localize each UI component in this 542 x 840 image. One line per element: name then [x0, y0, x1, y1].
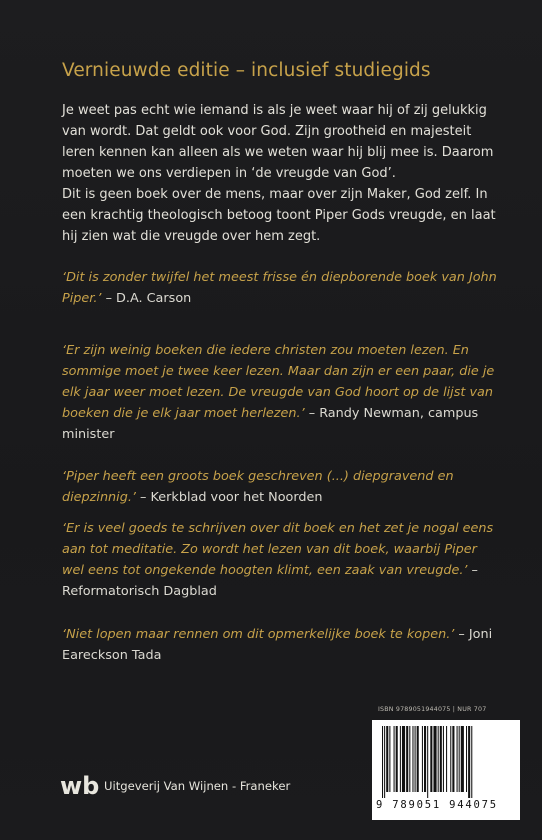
barcode-bar	[422, 726, 423, 792]
review-quote	[62, 466, 502, 508]
barcode-bar	[427, 726, 428, 798]
review-quote	[62, 340, 502, 445]
barcode-bars-icon	[378, 726, 514, 798]
barcode-bar	[438, 726, 439, 792]
barcode-bar	[417, 726, 419, 792]
barcode-bar	[402, 726, 405, 792]
barcode-bar	[412, 726, 413, 792]
barcode-bar	[400, 726, 401, 792]
barcode-bar	[406, 726, 408, 792]
barcode-bar	[384, 726, 385, 798]
barcode-bar	[430, 726, 432, 792]
quote-text: ‘Dit is zonder twijfel het meest frisse én diepborende boek van John Piper.’	[62, 270, 497, 306]
quote-text: ‘Er is veel goeds te schrijven over dit boek en het zet je nogal eens aan tot meditatie. Zo wordt het lezen van dit boek, waarbij Piper wel eens tot ongekende hoogten klimt, een zaak van vreugde.’	[62, 521, 494, 578]
barcode-bar	[450, 726, 451, 792]
quote-text: ‘Niet lopen maar rennen om dit opmerkelijke boek te kopen.’	[62, 627, 455, 642]
barcode-bar	[415, 726, 416, 792]
review-quote	[62, 267, 502, 309]
intro-paragraph: Je weet pas echt wie iemand is als je weet waar hij of zij gelukkig van wordt. Dat geldt ook voor God. Zijn grootheid en majesteit leren kennen kan alleen als we weten waar hij blij mee is. Daarom moeten we ons verdiepen in ‘de vreugde van God’.	[62, 103, 494, 181]
review-quote	[62, 624, 502, 666]
barcode-bar	[433, 726, 436, 792]
intro-paragraph: Dit is geen boek over de mens, maar over zijn Maker, God zelf. In een krachtig theologisch betoog toont Piper Gods vreugde, en laat hij zien wat die vreugde over hem zegt.	[62, 187, 496, 244]
barcode-digits: 9 789051 944075	[376, 799, 498, 811]
barcode-bar	[468, 726, 470, 798]
barcode-bar	[386, 726, 388, 792]
quote-text: ‘Piper heeft een groots boek geschreven (...) diepgravend en diepzinnig.’	[62, 469, 454, 505]
barcode-bar	[389, 726, 390, 792]
quote-source: – Reformatorisch Dagblad	[62, 563, 478, 599]
barcode-bar	[424, 726, 426, 792]
barcode-bar	[409, 726, 410, 792]
barcode-bar	[457, 726, 458, 792]
barcode-bar	[461, 726, 464, 792]
barcode-bar	[394, 726, 395, 792]
intro-blurb	[62, 100, 502, 247]
quote-source: – Randy Newman, campus minister	[62, 406, 479, 442]
publisher-logo-icon	[60, 770, 100, 802]
barcode-bar	[443, 726, 444, 792]
isbn-nur-line: ISBN 9789051944075 | NUR 707	[378, 706, 487, 713]
logo-letters: wb	[60, 772, 100, 800]
barcode-bar	[440, 726, 442, 792]
quote-text: ‘Er zijn weinig boeken die iedere christen zou moeten lezen. En sommige moet je twee keer lezen. Maar dan zijn er een paar, die je elk jaar weer moet lezen. De vreugde van God hoort op de lijst van boeken die je elk jaar moet herlezen.’	[62, 343, 495, 421]
publisher-name: Uitgeverij Van Wijnen - Franeker	[104, 779, 291, 793]
quote-source: – D.A. Carson	[101, 291, 192, 306]
barcode-bar	[446, 726, 447, 792]
review-quote	[62, 518, 502, 602]
barcode-bar	[452, 726, 454, 792]
edition-headline: Vernieuwde editie – inclusief studiegids	[62, 60, 431, 81]
barcode-bar	[466, 726, 467, 792]
barcode	[372, 720, 520, 820]
barcode-bar	[459, 726, 460, 792]
barcode-bar	[382, 726, 383, 798]
barcode-bar	[471, 726, 472, 798]
quote-source: – Kerkblad voor het Noorden	[135, 490, 323, 505]
barcode-bar	[396, 726, 398, 792]
quote-source: – Joni Eareckson Tada	[62, 627, 493, 663]
